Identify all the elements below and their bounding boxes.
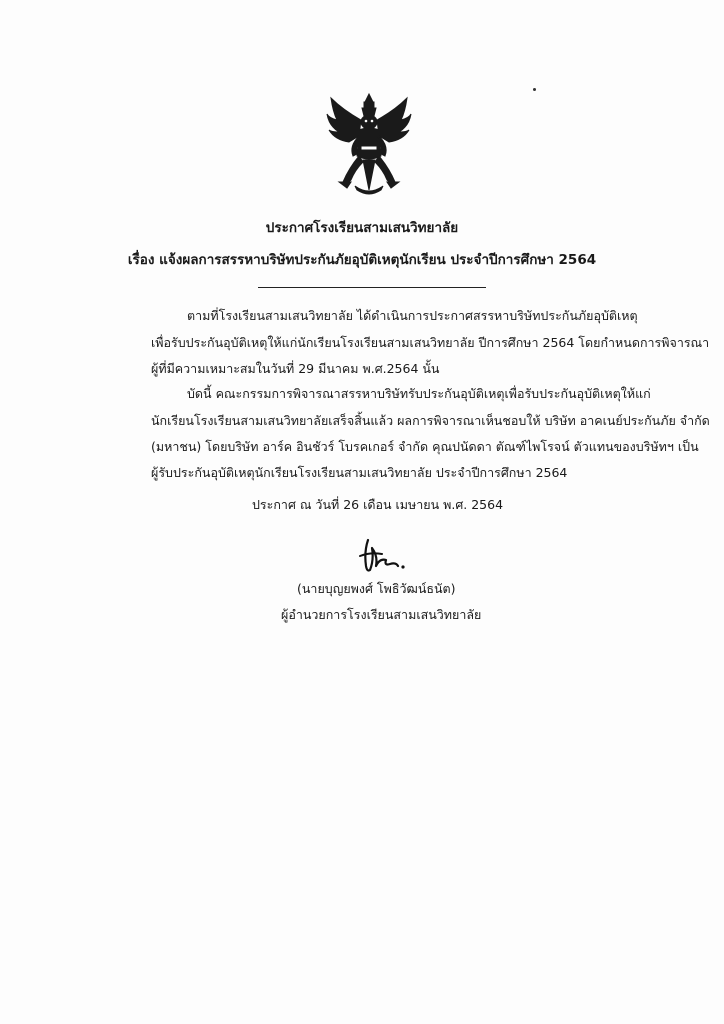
paragraph-2-line-3: (มหาชน) โดยบริษัท อาร์ค อินชัวร์ โบรคเกอร์ จำกัด คุณปนัดดา ตัณฑ์ไพโรจน์ ตัวแทนของบริษัทฯ เป็น (151, 439, 699, 454)
scan-speck (533, 88, 536, 91)
signature-icon (356, 536, 412, 576)
signatory-position: ผู้อำนวยการโรงเรียนสามเสนวิทยาลัย (281, 607, 482, 622)
garuda-emblem-icon (325, 90, 413, 198)
paragraph-1-line-1: ตามที่โรงเรียนสามเสนวิทยาลัย ได้ดำเนินการประกาศสรรหาบริษัทประกันภัยอุบัติเหตุ (187, 308, 638, 323)
announcement-date: ประกาศ ณ วันที่ 26 เดือน เมษายน พ.ศ. 2564 (252, 497, 504, 512)
paragraph-2-line-4: ผู้รับประกันอุบัติเหตุนักเรียนโรงเรียนสามเสนวิทยาลัย ประจำปีการศึกษา 2564 (151, 465, 568, 480)
announcement-title: ประกาศโรงเรียนสามเสนวิทยาลัย (265, 220, 459, 236)
signatory-name: (นายบุญยพงศ์ โพธิวัฒน์ธนัต) (297, 581, 456, 596)
paragraph-1-line-3: ผู้ที่มีความเหมาะสมในวันที่ 29 มีนาคม พ.ศ.2564 นั้น (151, 361, 440, 376)
paragraph-2-line-2: นักเรียนโรงเรียนสามเสนวิทยาลัยเสร็จสิ้นแล้ว ผลการพิจารณาเห็นชอบให้ บริษัท อาคเนย์ประกันภัย จำกัด (151, 413, 710, 428)
announcement-subject: เรื่อง แจ้งผลการสรรหาบริษัทประกันภัยอุบัติเหตุนักเรียน ประจำปีการศึกษา 2564 (127, 252, 597, 268)
paragraph-2-line-1: บัดนี้ คณะกรรมการพิจารณาสรรหาบริษัทรับประกันอุบัติเหตุเพื่อรับประกันอุบัติเหตุให้แก่ (187, 386, 651, 401)
title-divider (258, 287, 486, 288)
paragraph-1-line-2: เพื่อรับประกันอุบัติเหตุให้แก่นักเรียนโรงเรียนสามเสนวิทยาลัย ปีการศึกษา 2564 โดยกำหนดการพิจารณา (151, 335, 710, 350)
